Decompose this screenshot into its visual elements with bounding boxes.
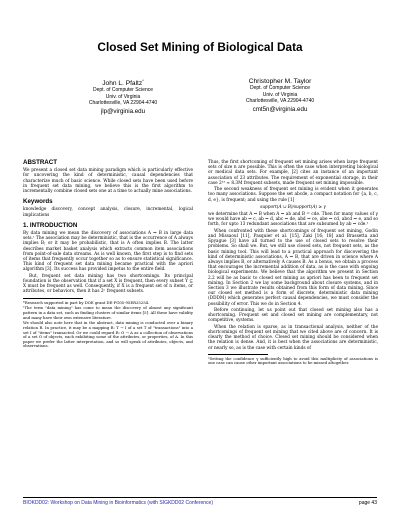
page-number: page 43 (358, 500, 377, 506)
author-email: cmt5n@virginia.edu (252, 105, 308, 113)
author-name: John L. Pfaltz (102, 80, 143, 88)
author-city: Charlottesville, VA 22904-4740 (88, 100, 158, 107)
footnote-star: *Research supported in part by DOE grant DE-FG05-95ER25254. (23, 299, 150, 305)
body-paragraph: The second weakness of frequent set mining is evident when it generates too many associations. Suppose the set abcde, a compact notation for {a, b, c, d, e}, is frequent; and using the rule [1] (208, 187, 378, 203)
footer-venue: BIOKDD02: Workshop on Data Mining in Bioinformatics (with SIGKDD02 Conference) (23, 500, 213, 506)
body-paragraph: Before continuing, let us point out that closed set mining also has a shortcoming. Frequent set and closed set mining are complementary, not competitive, systems. (208, 308, 378, 324)
keywords-heading: Keywords (23, 198, 53, 206)
author-city: Charlottesville, VA 22904-4740 (245, 98, 315, 105)
author-name: Christopher M. Taylor (248, 78, 312, 85)
body-paragraph: When confronted with these shortcomings of frequent set mining, Godin and Missaoul [11], Pasquier et al. [15], Zaki [16; 18] and Brassetta and Spyague [3] have all turned to the use of closed sets to resolve their problems. So shall we. But, we still use closed sets, not frequent sets, as the basic mining tool. This will lead to a practical approach for discovering the kind of deterministic associations, A ⇒ B, that are driven in science where A always implies B, or alternatively A causes B. As a bonus, we obtain a process that encourages the incremental addition of data, as is the case with ongoing biological experiments. We believe that the algorithm we present in Section 2.2 will be as basic to closed set mining as apriori has been to frequent set mining. In Section 2 we lay some background about closure systems, and in Section 3 we illustrate results obtained from this form of data mining. Since our closed set method is a form of discrete, deterministic data mining (DDDM) which generates perfect causal dependencies, we must consider the possibility of error. This we do in Section 4. (208, 228, 378, 307)
author-block-2 (205, 78, 355, 113)
author-univ: Univ. of Virginia (262, 91, 298, 98)
right-column (208, 160, 378, 367)
footnote-2: ²Setting the confidence γ sufficiently high to avoid this multiplicity of associations is one case can cause other important associations to be missed altogether. (208, 355, 378, 366)
abstract-heading: ABSTRACT (23, 159, 58, 166)
body-paragraph: Thus, the first shortcoming of frequent set mining arises when large frequent sets of size n are possible. This is often the case when interpreting biological or medical data sets. For example, [2] cites an instance of an important association of 23 attributes. The requirement of exponential storage, in their case 2²³ ≈ 8.3M frequent subsets, made frequent set mining impossible. (208, 160, 378, 186)
author-footnote-mark: * (142, 78, 144, 83)
footnote-1: ¹The term "data mining" has come to mean the discovery of almost any significant pattern in a data set, such as finding clusters of similar items [5]. All these have validity and many have their own extensive literature. (23, 305, 193, 320)
body-paragraph: When the relation is sparse, as in transactional analysis, neither of the shortcomings of frequent set mining that we cited above are of concern. It is clearly the method of choice. Closed set mining should be considered when the relation is dense. And, it is best when the associations are deterministic, or nearly so, as is the case with certain kinds of (208, 324, 378, 351)
left-column (23, 160, 193, 350)
intro-paragraph-1: By data mining we mean the discovery of associations A ⇒ B in large data sets.¹ The association may be deterministic, that is the occurrence of A always implies B; or it may be probabilistic, that is A often implies B. The latter describes market basket analysis which extracts common item associations from point-of-sale data streams. As is well known, the first step is to find sets of items that frequently occur together so as to ensure statistical significance. This kind of frequent set data mining became practical with the apriori algorithm [3]. Its success has provided impetus to the entire field. (23, 231, 193, 273)
paper-title: Closed Set Mining of Biological Data (97, 40, 303, 54)
author-email: jlp@virginia.edu (100, 107, 146, 115)
footnote-rule (23, 298, 83, 299)
author-dept: Dept. of Computer Science (92, 87, 154, 94)
equation: support(A ∪ B)/support(A) ≥ γ (260, 204, 326, 210)
author-dept: Dept. of Computer Science (249, 85, 311, 91)
body-paragraph: we determine that A ⇒ B when A ⇒ ab and B = cde. Then for many values of γ we would have ab ⇒ c, ab ⇒ d, abc ⇒ de, abd ⇒ ce, abe ⇒ cd, abcd ⇒ e, and so forth, for upto 13 redundant associations that are subsumed by ab ⇒ cde.² (208, 212, 378, 228)
footer-rule (23, 497, 377, 498)
footnote-1-cont: We should also note here that in the abstract, data mining is conducted over a binary relation R. In practice, it may be a mapping R: T → I of a set T of "transactions" into a set I of "items" transacted. Or we could regard R: O → A as a collection of observations of a set O of objects, each exhibiting some of the attributes, or properties, of A. In this paper we prefer the latter interpretation, and so will speak of attributes, objects, and observations. (23, 320, 193, 349)
abstract-text: We present a closed set data mining paradigm which is particularly effective for uncovering the kind of deterministic, causal dependencies that characterize much of basic science. While closed sets have been used before in frequent set data mining, we believe this is the first algorithm to incrementally combine closed sets one at a time to actually mine associations. (23, 168, 193, 195)
author-block-1 (48, 78, 198, 115)
intro-heading: 1. INTRODUCTION (23, 221, 78, 229)
footnote-rule (208, 354, 268, 355)
author-univ: Univ. of Virginia (105, 93, 141, 100)
keywords-text: knowledge discovery, concept analysis, closure, incremental, logical implications (23, 207, 193, 218)
intro-paragraph-2: But, frequent set data mining has two shortcomings. Its principal foundation is the observation that if a set X is frequent, then every subset Y ⊆ X must be frequent as well. Consequently, if X is a frequent set of n items, or attributes, or behaviors, then it has 2ⁿ frequent subsets. (23, 273, 193, 295)
